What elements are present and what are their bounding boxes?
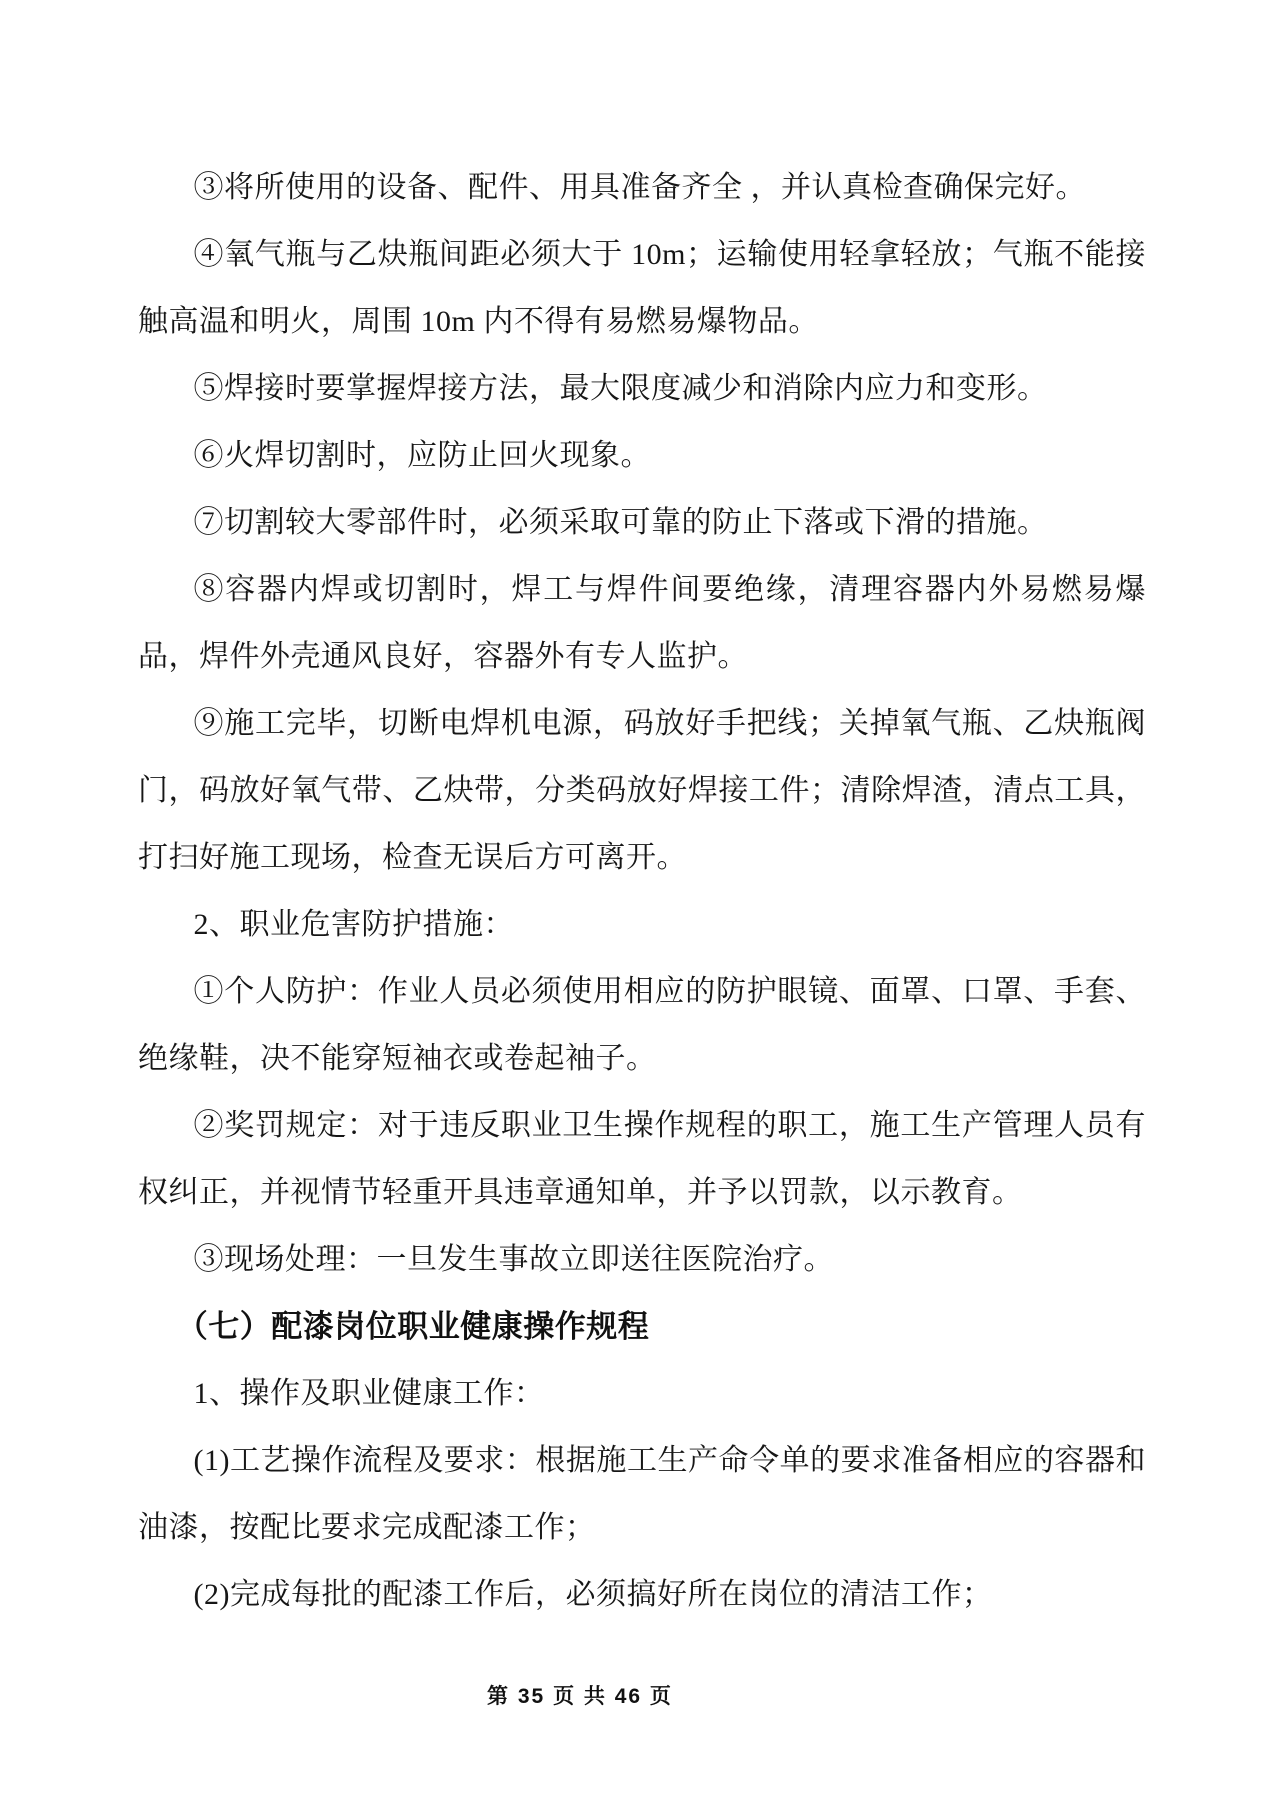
doc-paragraph: ⑧容器内焊或切割时，焊工与焊件间要绝缘，清理容器内外易燃易爆品，焊件外壳通风良好，容器外有专人监护。 <box>138 573 1146 673</box>
doc-paragraph: ②奖罚规定：对于违反职业卫生操作规程的职工，施工生产管理人员有权纠正，并视情节轻重开具违章通知单，并予以罚款，以示教育。 <box>138 1109 1146 1209</box>
doc-paragraph: ⑥火焊切割时，应防止回火现象。 <box>193 439 651 472</box>
doc-paragraph: 2、职业危害防护措施： <box>193 908 514 941</box>
doc-paragraph: ④氧气瓶与乙炔瓶间距必须大于 10m；运输使用轻拿轻放；气瓶不能接触高温和明火，周围 10m 内不得有易燃易爆物品。 <box>138 238 1146 338</box>
doc-paragraph: ③现场处理：一旦发生事故立即送往医院治疗。 <box>193 1243 834 1276</box>
doc-paragraph: ⑦切割较大零部件时，必须采取可靠的防止下落或下滑的措施。 <box>193 506 1048 539</box>
doc-paragraph: (1)工艺操作流程及要求：根据施工生产命令单的要求准备相应的容器和油漆，按配比要求完成配漆工作； <box>138 1444 1146 1544</box>
doc-paragraph: ⑤焊接时要掌握焊接方法，最大限度减少和消除内应力和变形。 <box>193 372 1048 405</box>
section-heading: （七）配漆岗位职业健康操作规程 <box>176 1309 650 1344</box>
page-number-text: 第 35 页 共 46 页 <box>487 1685 673 1708</box>
page-footer <box>0 1680 1160 1710</box>
doc-paragraph: ③将所使用的设备、配件、用具准备齐全 ，并认真检查确保完好。 <box>193 171 1086 204</box>
doc-paragraph: ①个人防护：作业人员必须使用相应的防护眼镜、面罩、口罩、手套、绝缘鞋，决不能穿短袖衣或卷起袖子。 <box>138 975 1146 1075</box>
document-body <box>138 154 1146 1628</box>
doc-paragraph: (2)完成每批的配漆工作后，必须搞好所在岗位的清洁工作； <box>193 1578 993 1611</box>
doc-paragraph: 1、操作及职业健康工作： <box>193 1377 545 1410</box>
doc-paragraph: ⑨施工完毕，切断电焊机电源，码放好手把线；关掉氧气瓶、乙炔瓶阀门，码放好氧气带、乙炔带，分类码放好焊接工件；清除焊渣，清点工具，打扫好施工现场，检查无误后方可离开。 <box>138 707 1146 874</box>
